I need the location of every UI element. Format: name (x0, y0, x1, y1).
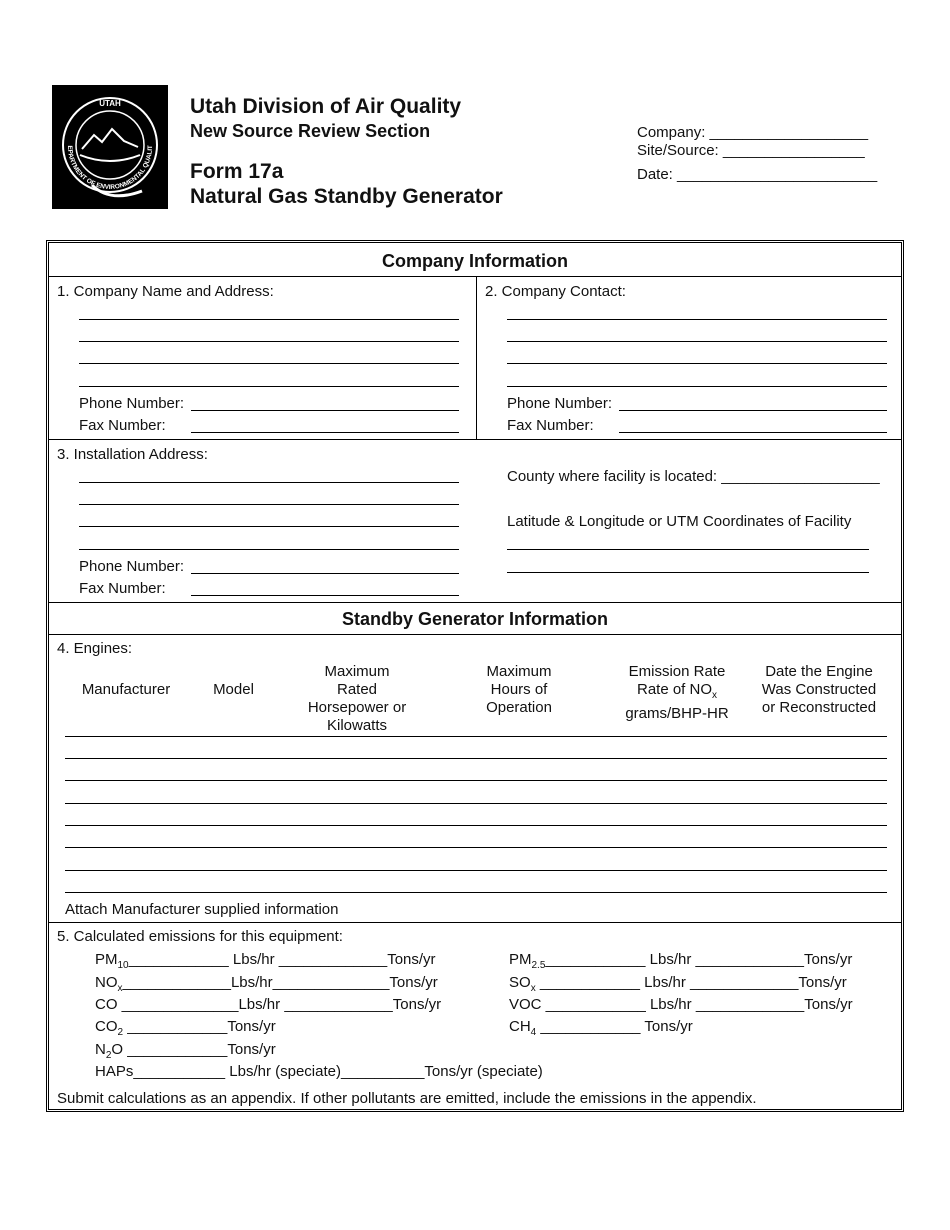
company-address-line[interactable] (79, 386, 459, 387)
col-manufacturer: Manufacturer (81, 681, 171, 698)
sox-row[interactable]: $SO_x$ ____________ Lbs/hr _____________Tons/yr (509, 974, 847, 994)
site-source-field[interactable]: Site/Source: _________________ (637, 142, 865, 159)
contact-fax-label: Fax Number: (507, 417, 594, 434)
latlong-line[interactable] (507, 549, 869, 550)
col-emission-rate: Emission Rate Rate of $NO_x$ grams/BHP-HR (625, 663, 729, 722)
latlong-line[interactable] (507, 572, 869, 573)
date-field[interactable]: Date: ________________________ (637, 166, 878, 183)
latlong-label: Latitude & Longitude or UTM Coordinates of Facility (507, 513, 852, 530)
company-fax-line[interactable] (191, 432, 459, 433)
col-construction-date: Date the Engine Was Constructed or Reconstructed (761, 663, 877, 716)
logo-top-text: UTAH (99, 99, 121, 108)
county-field[interactable]: County where facility is located: ___________________ (507, 468, 880, 485)
q1-label: 1. Company Name and Address: (57, 283, 274, 300)
installation-line[interactable] (79, 482, 459, 483)
engine-row-line[interactable] (65, 892, 887, 893)
form-number: Form 17a (190, 160, 284, 183)
company-address-line[interactable] (79, 363, 459, 364)
n2o-row[interactable]: $N_2O$ ____________Tons/yr (95, 1041, 276, 1061)
generator-info-heading: Standby Generator Information (341, 609, 609, 629)
company-address-line[interactable] (79, 319, 459, 320)
col-hours: Maximum Hours of Operation (486, 663, 552, 716)
col-model: Model (213, 681, 254, 698)
nox-row[interactable]: $NO_x\_\_\_\_\_\_\_\_\_\_\_\_\_Lbs/hr\_\_\_\_\_\_\_\_\_\_\_\_\_\_Tons/yr$ (95, 974, 438, 994)
engine-row-line[interactable] (65, 803, 887, 804)
contact-fax-line[interactable] (619, 432, 887, 433)
q5-label: 5. Calculated emissions for this equipment: (57, 928, 343, 945)
pm25-row[interactable]: $PM_{2.5}\_\_\_\_\_\_\_\_\_\_\_\_$ Lbs/hr _____________Tons/yr (509, 951, 853, 971)
haps-row[interactable]: HAPs___________ Lbs/hr (speciate)__________Tons/yr (speciate) (95, 1063, 543, 1080)
contact-line[interactable] (507, 341, 887, 342)
company-phone-label: Phone Number: (79, 395, 185, 412)
form-title: Natural Gas Standby Generator (190, 185, 503, 208)
installation-line[interactable] (79, 504, 459, 505)
udeq-logo (52, 85, 168, 209)
installation-phone-line[interactable] (191, 573, 459, 574)
co2-row[interactable]: $CO_2$ ____________Tons/yr (95, 1018, 276, 1038)
engine-row-line[interactable] (65, 758, 887, 759)
agency-title: Utah Division of Air Quality (190, 95, 462, 118)
contact-line[interactable] (507, 319, 887, 320)
contact-phone-line[interactable] (619, 410, 887, 411)
attach-note: Attach Manufacturer supplied information (65, 901, 339, 918)
voc-row[interactable]: VOC ____________ Lbs/hr _____________Tons/yr (509, 996, 853, 1013)
engine-row-line[interactable] (65, 825, 887, 826)
installation-phone-label: Phone Number: (79, 558, 185, 575)
contact-line[interactable] (507, 386, 887, 387)
q2-label: 2. Company Contact: (485, 283, 626, 300)
company-field[interactable]: Company: ___________________ (637, 124, 869, 141)
section-title: New Source Review Section (190, 121, 431, 141)
engine-row-line[interactable] (65, 847, 887, 848)
q3-label: 3. Installation Address: (57, 446, 208, 463)
contact-phone-label: Phone Number: (507, 395, 613, 412)
company-info-heading: Company Information (381, 251, 568, 271)
company-phone-line[interactable] (191, 410, 459, 411)
engine-row-line[interactable] (65, 736, 887, 737)
submit-note: Submit calculations as an appendix. If other pollutants are emitted, include the emissions in the appendix. (57, 1090, 757, 1107)
installation-fax-line[interactable] (191, 595, 459, 596)
installation-fax-label: Fax Number: (79, 580, 166, 597)
engine-row-line[interactable] (65, 870, 887, 871)
form-body (46, 240, 904, 1112)
pm10-row[interactable]: $PM_{10}\_\_\_\_\_\_\_\_\_\_\_\_$ Lbs/hr _____________Tons/yr (95, 951, 436, 971)
engine-row-line[interactable] (65, 780, 887, 781)
ch4-row[interactable]: $CH_4$ ____________ Tons/yr (509, 1018, 693, 1038)
company-address-line[interactable] (79, 341, 459, 342)
logo-bottom-text: EPARTMENT OF ENVIRONMENTAL QUALIT (65, 145, 155, 192)
installation-line[interactable] (79, 549, 459, 550)
col-horsepower: Maximum Rated Horsepower or Kilowatts (307, 663, 407, 734)
company-fax-label: Fax Number: (79, 417, 166, 434)
installation-line[interactable] (79, 526, 459, 527)
contact-line[interactable] (507, 363, 887, 364)
q4-label: 4. Engines: (57, 640, 133, 657)
co-row[interactable]: CO ______________Lbs/hr _____________Tons/yr (95, 996, 442, 1013)
